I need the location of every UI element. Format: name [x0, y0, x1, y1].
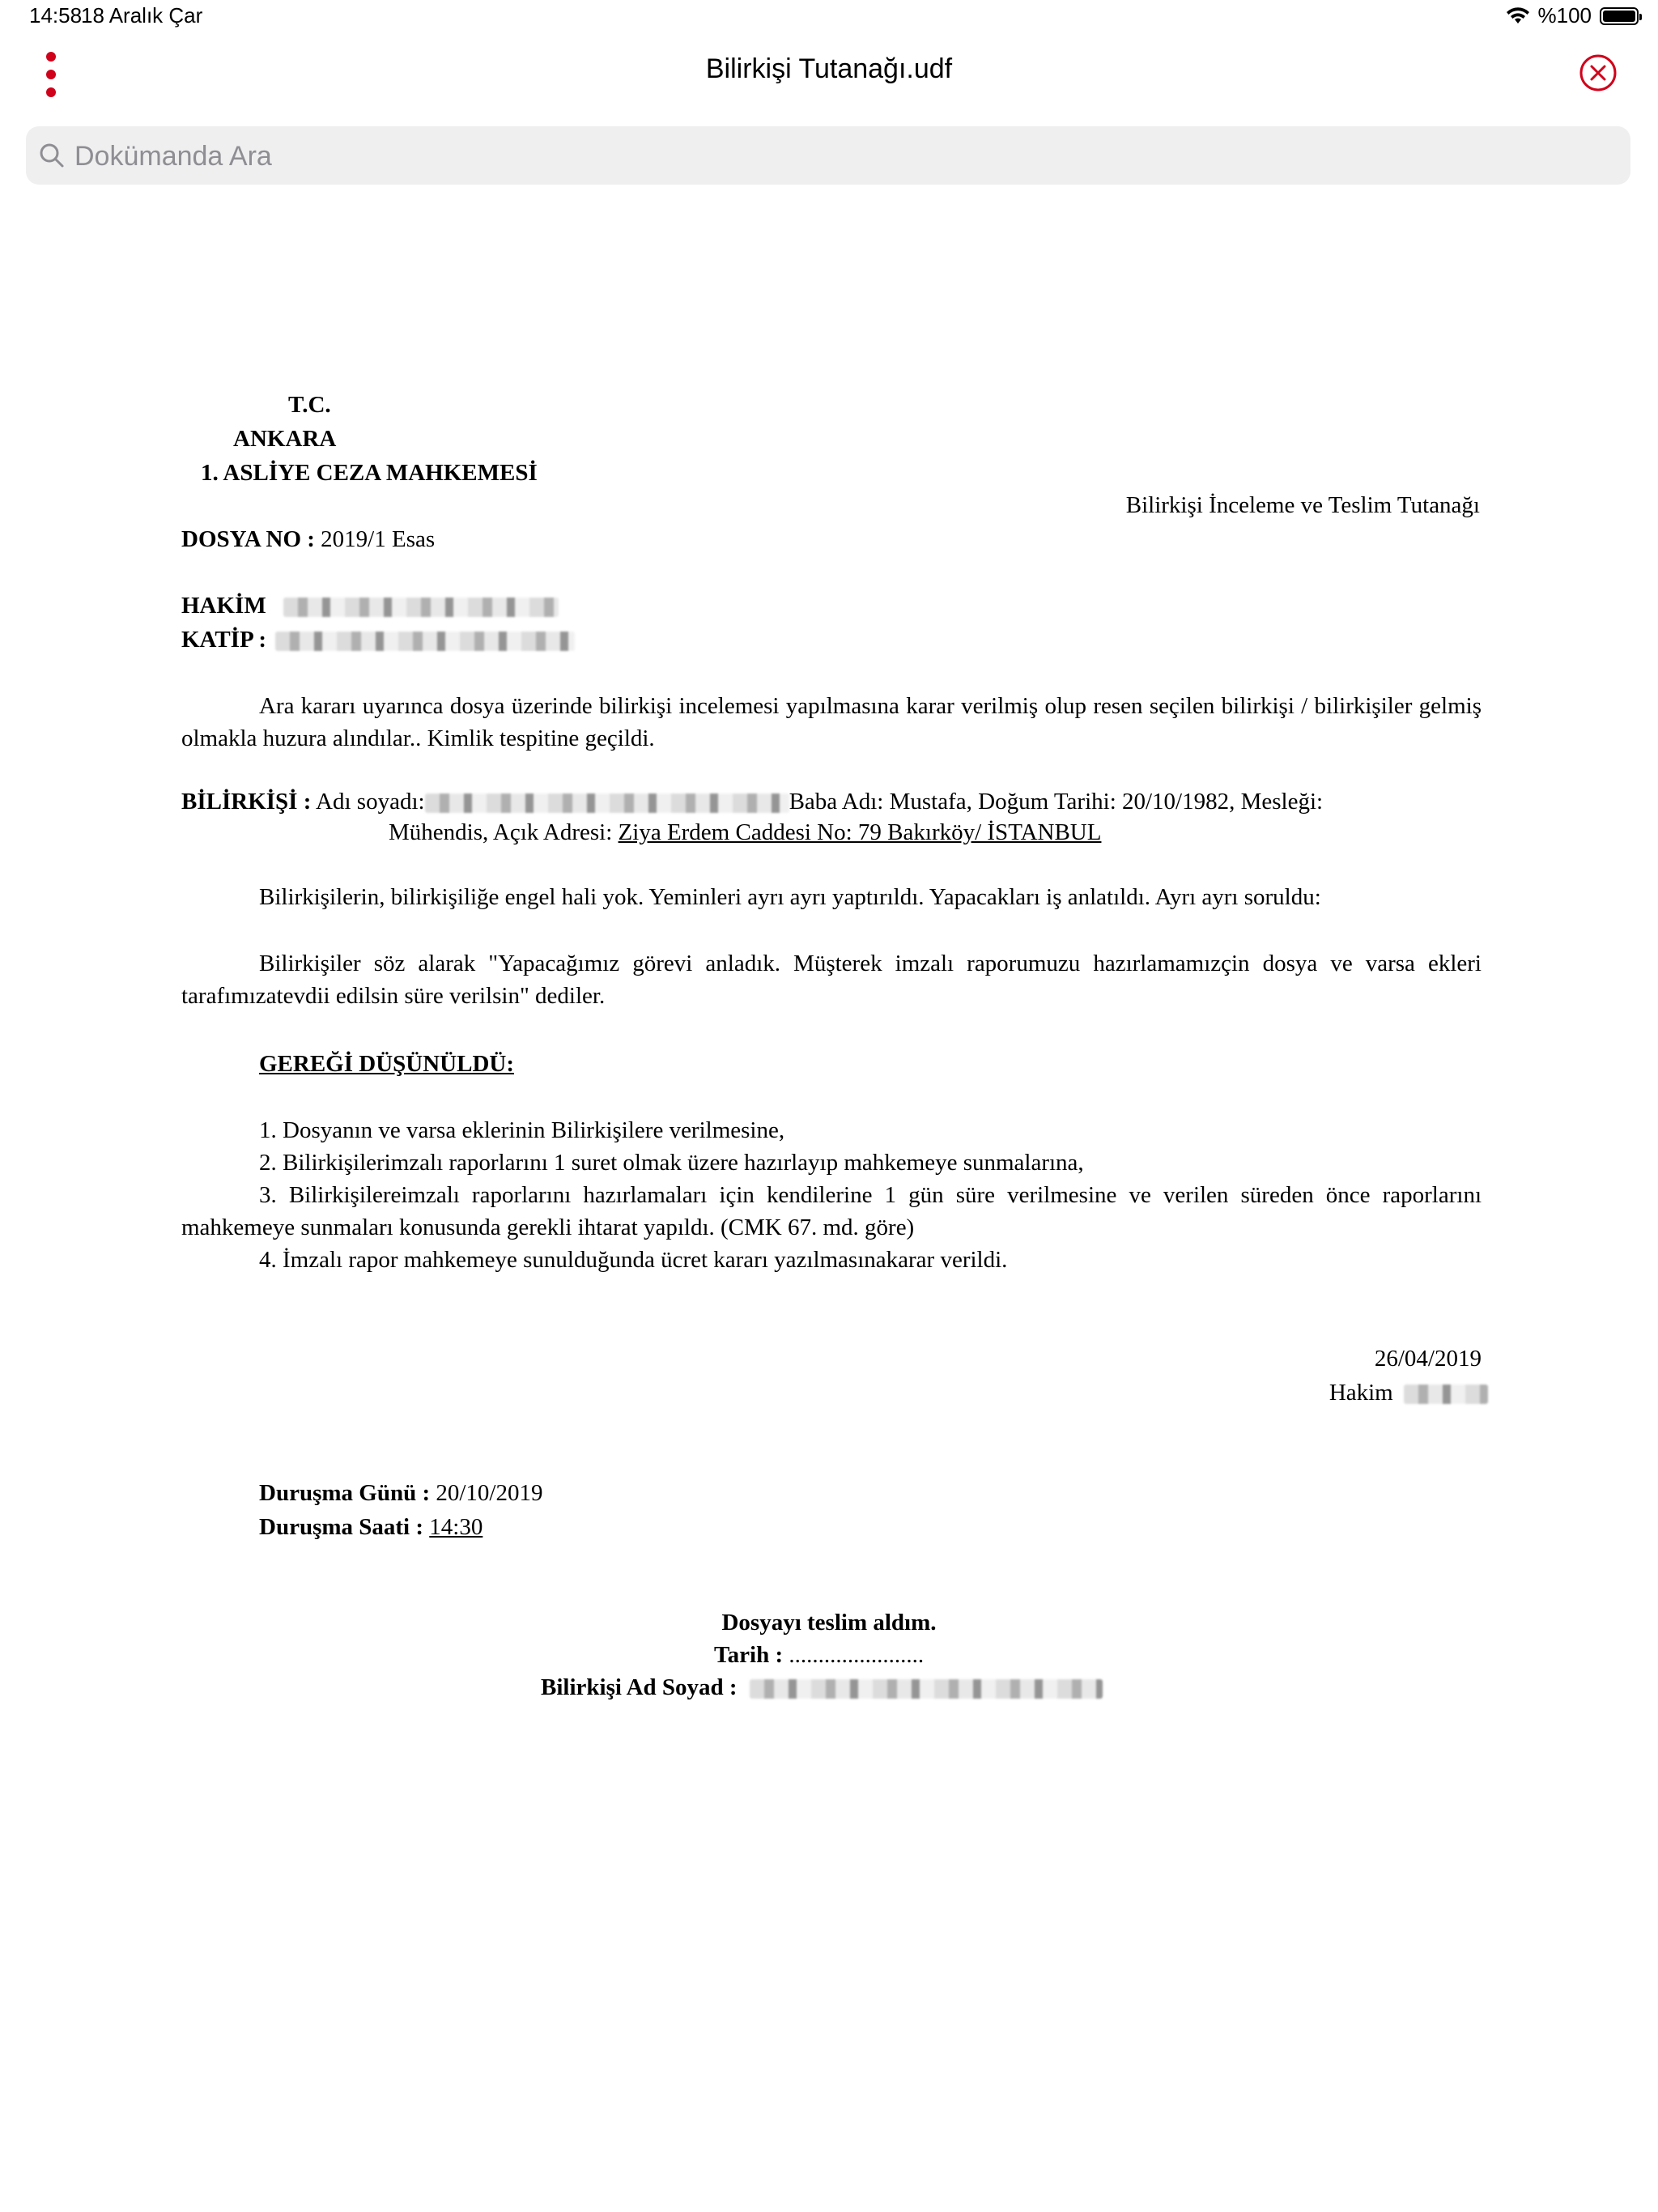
wifi-icon	[1506, 7, 1530, 25]
durusma-saati-label: Duruşma Saati :	[259, 1514, 424, 1540]
status-date: 18 Aralık Çar	[81, 3, 203, 28]
bilirkisi-ad-line	[541, 1671, 1103, 1704]
status-time: 14:58	[29, 3, 83, 28]
paragraph-oath: Bilirkişilerin, bilirkişiliğe engel hali yok. Yeminleri ayrı ayrı yaptırıldı. Yapacakları iş anlatıldı. Ayrı ayrı soruldu:	[259, 884, 1321, 910]
bilirkisi-ad-label: Bilirkişi Ad Soyad :	[541, 1674, 738, 1700]
decision-item: 3. Bilirkişilereimzalı raporlarını hazırlamaları için kendilerine 1 gün süre verilmesine ve verilen süreden önce raporlarını mahkemeye sunmaları konusunda gerekli ihtarat yapıldı. (CMK 67. md. göre)	[181, 1182, 1482, 1240]
katip-label: KATİP :	[181, 627, 266, 653]
document-page	[0, 194, 1658, 2057]
meslek-prefix: Mühendis, Açık Adresi:	[389, 819, 613, 845]
decision-heading: GEREĞİ DÜŞÜNÜLDÜ:	[259, 1051, 515, 1077]
durusma-saati	[259, 1511, 483, 1543]
redacted-katip-name	[275, 632, 575, 651]
durusma-gunu-label: Duruşma Günü :	[259, 1480, 431, 1506]
dosya-label: DOSYA NO :	[181, 526, 315, 552]
bilirkisi-label: BİLİRKİŞİ :	[181, 789, 312, 815]
search-icon	[37, 141, 66, 170]
redacted-hakim-signature	[1404, 1385, 1488, 1404]
hakim-label: HAKİM	[181, 593, 266, 619]
signature-date: 26/04/2019	[1374, 1346, 1482, 1372]
dosya-no	[181, 523, 435, 555]
header-tc: T.C.	[288, 392, 331, 418]
bilirkisi-line	[181, 785, 1323, 818]
redacted-bilirkisi-ad	[750, 1679, 1103, 1699]
paragraph-intro: Ara kararı uyarınca dosya üzerinde bilirkişi incelemesi yapılmasına karar verilmiş olup resen seçilen bilirkişi / bilirkişiler gelmiş olmakla huzura alındılar.. Kimlik tespitine geçildi.	[181, 693, 1482, 751]
dosya-value: 2019/1 Esas	[321, 526, 436, 552]
decision-item: 2. Bilirkişilerimzalı raporlarını 1 suret olmak üzere hazırlayıp mahkemeye sunmalarına,	[259, 1150, 1084, 1176]
teslim-text: Dosyayı teslim aldım.	[721, 1610, 937, 1636]
doc-heading: Bilirkişi İnceleme ve Teslim Tutanağı	[1125, 492, 1480, 518]
tarih-dots: .......................	[789, 1642, 925, 1668]
nav-bar	[0, 32, 1658, 113]
durusma-gunu	[259, 1477, 543, 1509]
adi-soyadi-label: Adı soyadı:	[316, 789, 425, 815]
decision-item: 4. İmzalı rapor mahkemeye sunulduğunda ücret kararı yazılmasınakarar verildi.	[259, 1247, 1008, 1273]
search-bar	[26, 126, 1630, 185]
close-circle-icon[interactable]	[1579, 53, 1618, 92]
hakim-sign-label: Hakim	[1329, 1380, 1393, 1406]
meslek-line	[389, 816, 1101, 849]
durusma-saati-value: 14:30	[429, 1514, 483, 1540]
bilirkisi-details: Baba Adı: Mustafa, Doğum Tarihi: 20/10/1982, Mesleği:	[789, 789, 1324, 815]
katip-line	[181, 623, 575, 656]
paragraph-statement: Bilirkişiler söz alarak "Yapacağımız görevi anladık. Müşterek imzalı raporumuzu hazırlamamızçin dosya ve varsa ekleri tarafımızatevdii edilsin süre verilsin" dediler.	[181, 951, 1482, 1009]
redacted-bilirkisi-name	[425, 793, 789, 813]
address-text: Ziya Erdem Caddesi No: 79 Bakırköy/ İSTANBUL	[618, 819, 1102, 845]
status-bar	[0, 0, 1658, 32]
search-input[interactable]	[73, 126, 1598, 186]
battery-percent: %100	[1537, 3, 1592, 28]
document-title: Bilirkişi Tutanağı.udf	[705, 53, 953, 84]
decision-item: 1. Dosyanın ve varsa eklerinin Bilirkişilere verilmesine,	[259, 1117, 785, 1143]
status-right	[1506, 3, 1639, 28]
redacted-hakim-name	[283, 598, 559, 617]
tarih-line	[714, 1639, 924, 1671]
tarih-label: Tarih :	[714, 1642, 784, 1668]
signature-hakim	[1329, 1376, 1488, 1409]
hakim-line	[181, 589, 559, 622]
header-city: ANKARA	[233, 426, 337, 452]
header-court: 1. ASLİYE CEZA MAHKEMESİ	[201, 460, 538, 486]
battery-icon	[1600, 7, 1639, 25]
durusma-gunu-value: 20/10/2019	[436, 1480, 543, 1506]
